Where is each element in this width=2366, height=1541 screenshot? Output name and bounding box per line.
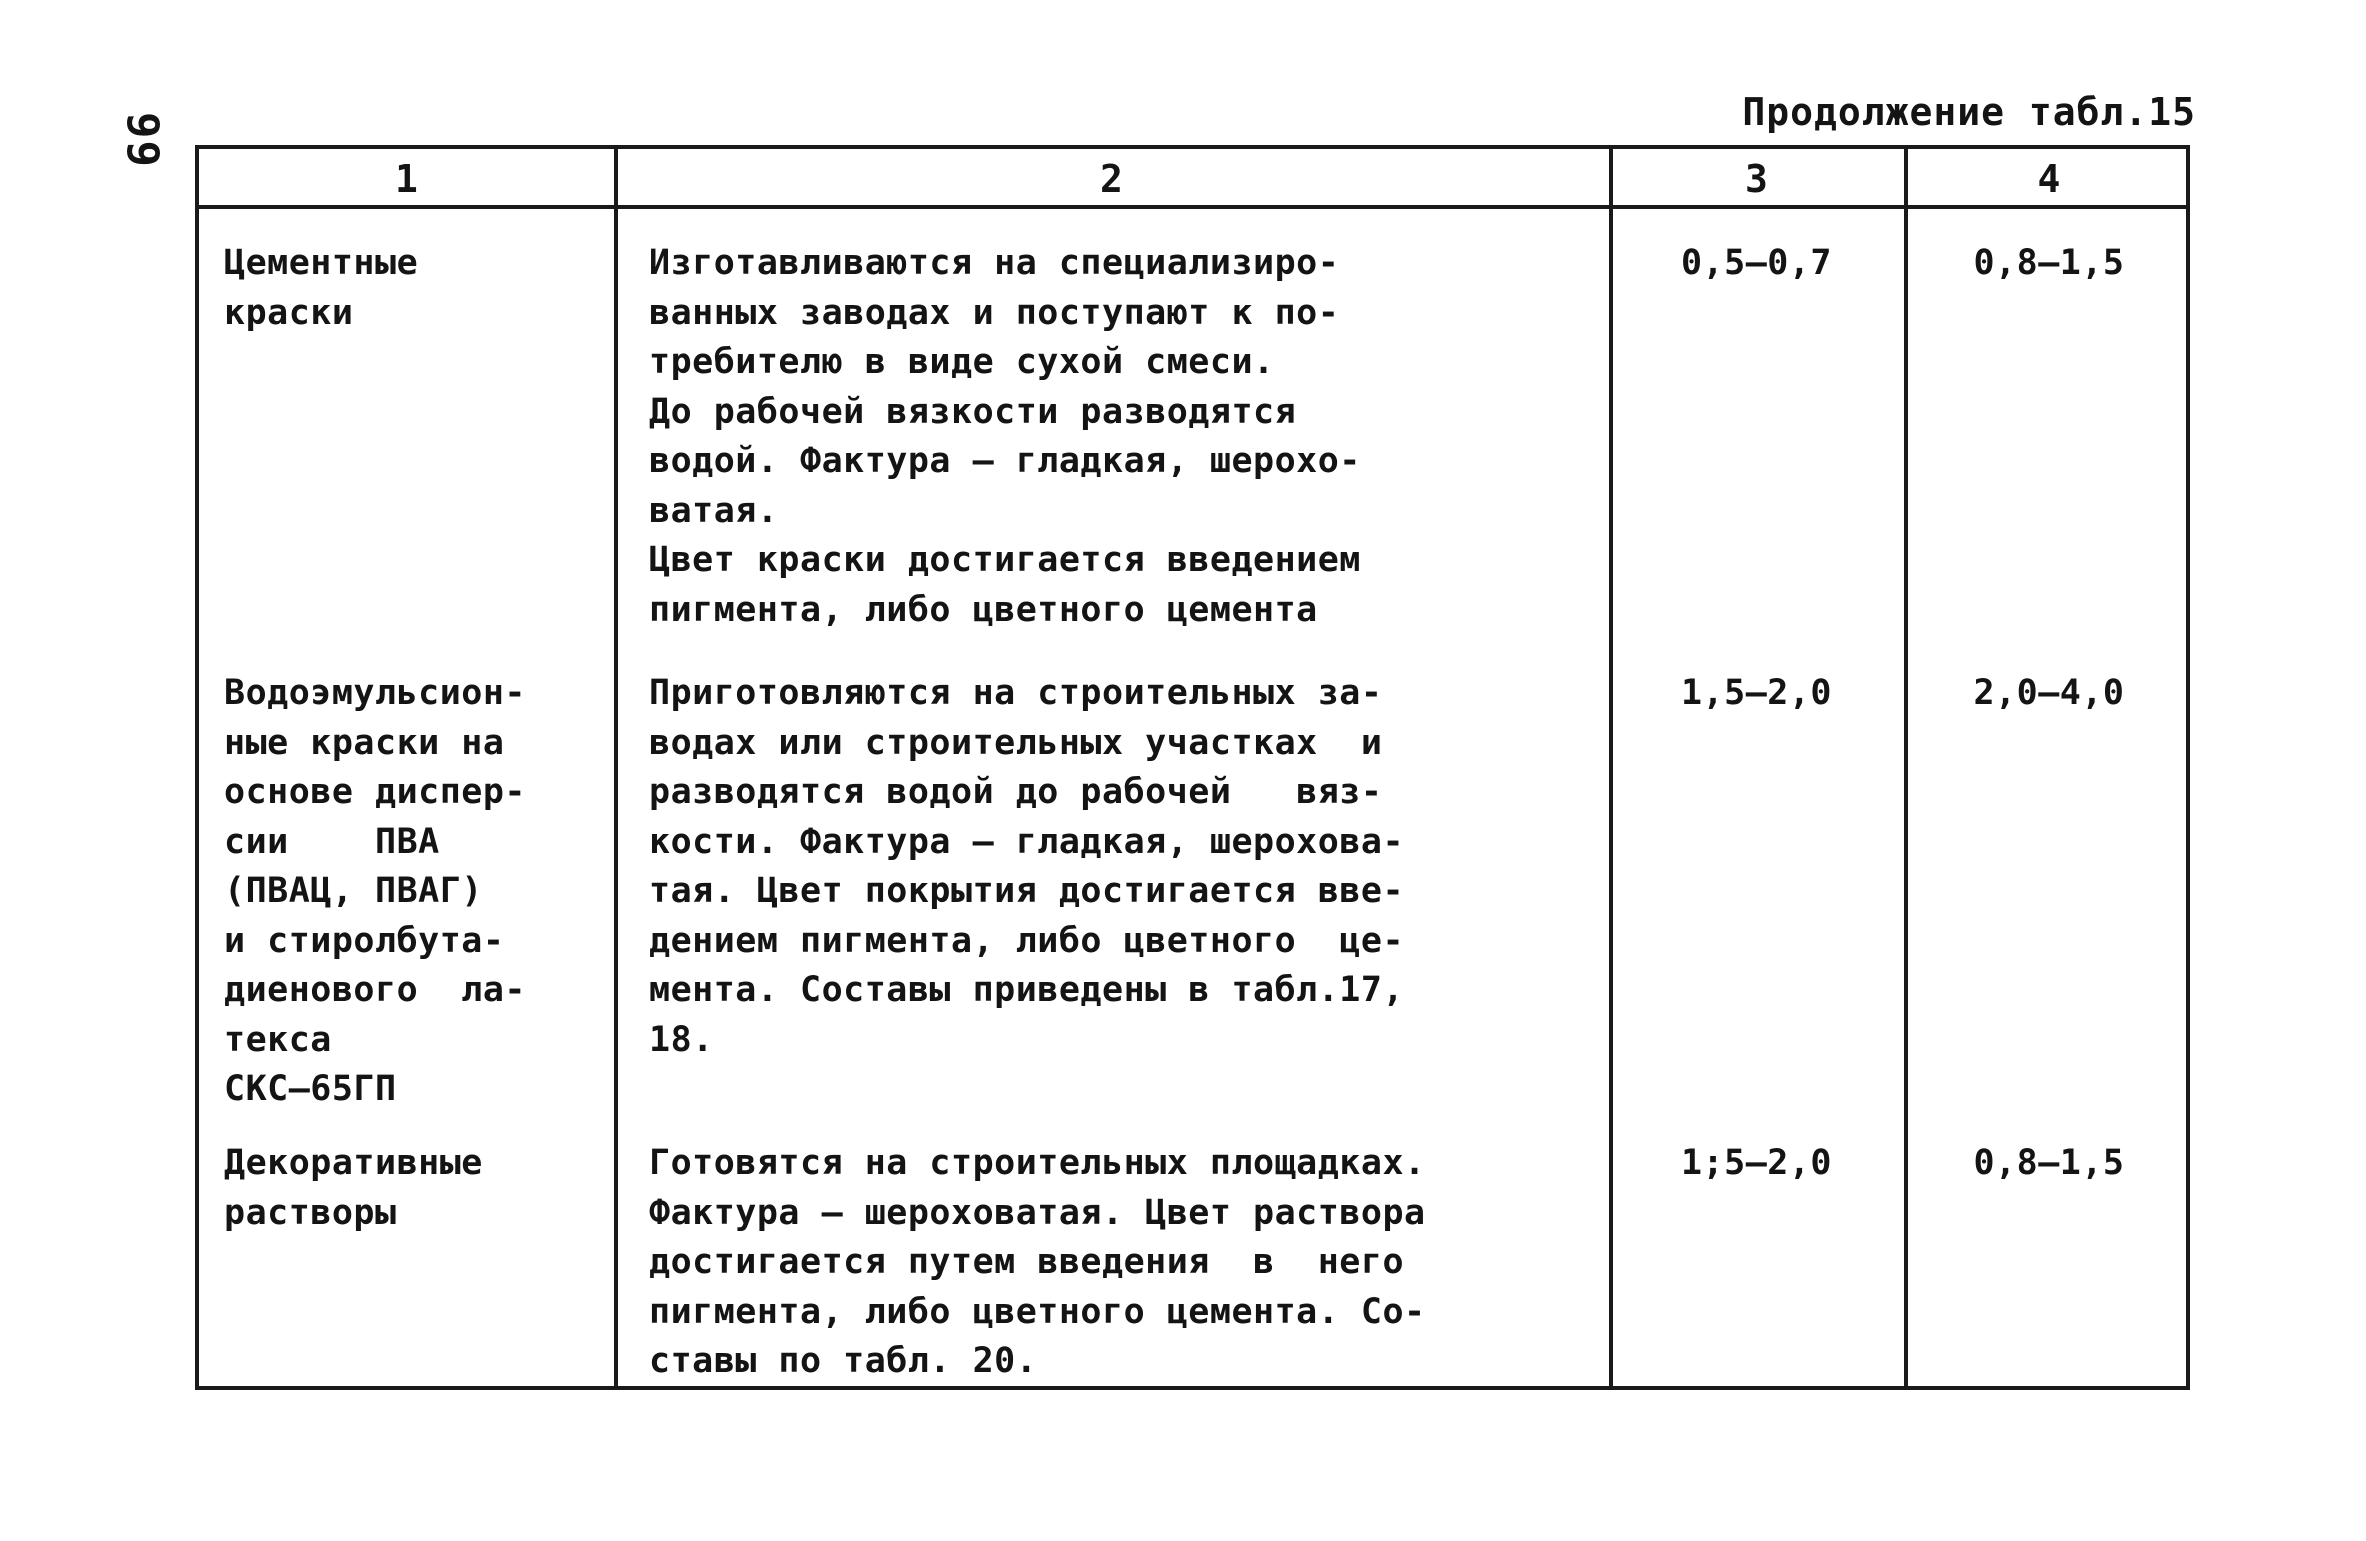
page-number: 99 [117, 112, 168, 169]
row-3-description: Готовятся на строительных площадках. Фактура – шероховатая. Цвет раствора достигается путем введения в него пигмента, либо цветного цемента. Со- ставы по табл. 20. [649, 1143, 1426, 1381]
column-header-3: 3 [1745, 157, 1768, 201]
row-2-col4-value: 2,0–4,0 [1973, 673, 2125, 713]
row-3-col3-value: 1;5–2,0 [1680, 1143, 1832, 1183]
table-continuation-label: Продолжение табл.15 [1742, 90, 2196, 134]
column-header-4: 4 [2037, 157, 2061, 201]
row-1-material-name: Цементные краски [224, 243, 419, 333]
row-3-material-name: Декоративные растворы [224, 1143, 483, 1233]
column-divider [1609, 149, 1613, 1386]
row-3-col4-value: 0,8–1,5 [1973, 1143, 2125, 1183]
column-header-2: 2 [1100, 157, 1123, 201]
row-1-col3-value: 0,5–0,7 [1680, 243, 1832, 283]
column-divider [614, 149, 618, 1386]
row-1-description: Изготавливаются на специализиро- ванных заводах и поступают к по- требителю в виде сухой смеси. До рабочей вязкости разводятся водой. Фактура – гладкая, шерохо- ватая. Цвет краски достигается введением пигмента, либо цветного цемента [649, 243, 1361, 630]
row-2-material-name: Водоэмульсион- ные краски на основе диспер- сии ПВА (ПВАЦ, ПВАГ) и стиролбута- диенового ла- текса СКС–65ГП [224, 673, 527, 1109]
column-header-1: 1 [395, 157, 418, 201]
row-2-col3-value: 1,5–2,0 [1680, 673, 1832, 713]
materials-table [195, 145, 2190, 1390]
row-1-col4-value: 0,8–1,5 [1973, 243, 2125, 283]
row-2-description: Приготовляются на строительных за- водах или строительных участках и разводятся водой до рабочей вяз- кости. Фактура – гладкая, шерохова- тая. Цвет покрытия достигается вве- дением пигмента, либо цветного це- мента. Составы приведены в табл.17, 18. [649, 673, 1405, 1060]
column-divider [1904, 149, 1908, 1386]
header-divider [199, 205, 2186, 209]
